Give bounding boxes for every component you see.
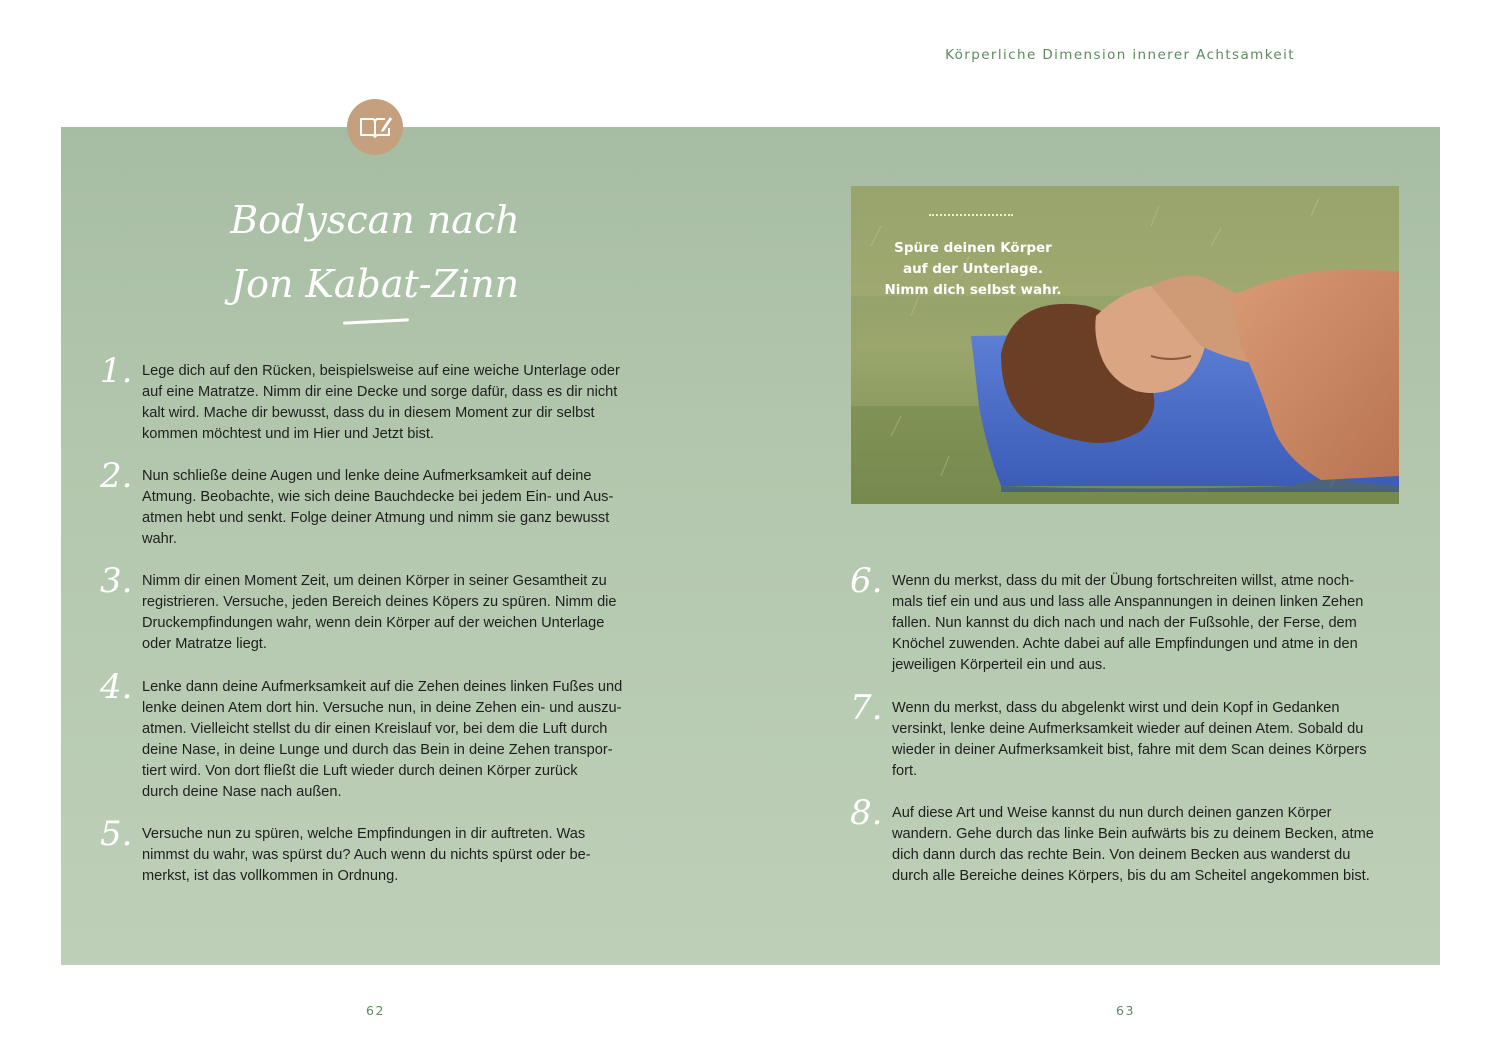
step-number: 7. — [850, 688, 883, 728]
step-line: durch alle Bereiche deines Körpers, bis du am Scheitel angekommen bist. — [892, 868, 1370, 884]
step-number: 3. — [100, 561, 133, 601]
step-line: Wenn du merkst, dass du abgelenkt wirst und dein Kopf in Gedanken — [892, 700, 1340, 716]
step-text — [142, 571, 662, 655]
torn-paper-edge — [61, 930, 1440, 980]
step-text — [892, 803, 1412, 887]
photo-illustration — [851, 186, 1399, 504]
step-1 — [100, 351, 662, 445]
step-number: 6. — [850, 561, 883, 601]
running-header: Körperliche Dimension innerer Achtsamkeit — [945, 47, 1295, 63]
page-title — [200, 188, 550, 316]
step-2 — [100, 456, 662, 550]
photo-caption — [851, 238, 1095, 301]
step-line: Atmung. Beobachte, wie sich deine Bauchdecke bei jedem Ein- und Aus- — [142, 489, 614, 505]
step-text — [892, 698, 1412, 782]
step-line: oder Matratze liegt. — [142, 636, 267, 652]
step-line: Nun schließe deine Augen und lenke deine Aufmerksamkeit auf deine — [142, 468, 592, 484]
step-line: kalt wird. Mache dir bewusst, dass du in diesem Moment zur dir selbst — [142, 405, 595, 421]
step-number: 8. — [850, 793, 883, 833]
step-line: Lenke dann deine Aufmerksamkeit auf die Zehen deines linken Fußes und — [142, 679, 623, 695]
step-line: atmen. Vielleicht stellst du dir einen Kreislauf vor, bei dem die Luft durch — [142, 721, 608, 737]
step-line: fort. — [892, 763, 918, 779]
title-line-1: Bodyscan nach — [230, 198, 520, 242]
woman-lying-on-mat-photo — [851, 186, 1399, 504]
step-line: nimmst du wahr, was spürst du? Auch wenn du nichts spürst oder be- — [142, 847, 591, 863]
step-5 — [100, 814, 662, 887]
step-text — [142, 824, 662, 887]
step-number: 5. — [100, 814, 133, 854]
step-line: Nimm dir einen Moment Zeit, um deinen Körper in seiner Gesamtheit zu — [142, 573, 607, 589]
step-7 — [850, 688, 1412, 782]
step-line: Wenn du merkst, dass du mit der Übung fortschreiten willst, atme noch- — [892, 573, 1355, 589]
caption-dotted-rule — [929, 214, 1013, 216]
page-number-left: 62 — [366, 1003, 385, 1018]
caption-line: Nimm dich selbst wahr. — [884, 282, 1062, 298]
step-line: fallen. Nun kannst du dich nach und nach der Fußsohle, der Ferse, dem — [892, 615, 1357, 631]
step-line: atmen hebt und senkt. Folge deiner Atmung und nimm sie ganz bewusst — [142, 510, 610, 526]
step-number: 2. — [100, 456, 133, 496]
step-text — [142, 677, 662, 803]
step-text — [142, 361, 662, 445]
step-line: wandern. Gehe durch das linke Bein aufwärts bis zu deinem Becken, atme — [892, 826, 1374, 842]
step-line: durch deine Nase nach außen. — [142, 784, 342, 800]
step-line: Knöchel zuwenden. Achte dabei auf alle Empfindungen und atme in den — [892, 636, 1358, 652]
step-8 — [850, 793, 1412, 887]
step-line: mals tief ein und aus und lass alle Anspannungen in deinen linken Zehen — [892, 594, 1364, 610]
step-line: Auf diese Art und Weise kannst du nun durch deinen ganzen Körper — [892, 805, 1332, 821]
step-text — [142, 466, 662, 550]
step-line: Druckempfindungen wahr, wenn dein Körper auf der weichen Unterlage — [142, 615, 605, 631]
step-line: kommen möchtest und im Hier und Jetzt bist. — [142, 426, 434, 442]
book-pencil-icon — [347, 99, 403, 155]
caption-line: Spüre deinen Körper — [894, 240, 1052, 256]
step-number: 4. — [100, 667, 133, 707]
step-6 — [850, 561, 1412, 676]
page-number-right: 63 — [1116, 1003, 1135, 1018]
step-line: auf eine Matratze. Nimm dir eine Decke und sorge dafür, dass es dir nicht — [142, 384, 618, 400]
step-line: wieder in deiner Aufmerksamkeit bist, fahre mit dem Scan deines Körpers — [892, 742, 1367, 758]
step-line: lenke deinen Atem dort hin. Versuche nun, in deine Zehen ein- und auszu- — [142, 700, 622, 716]
step-number: 1. — [100, 351, 133, 391]
step-4 — [100, 667, 662, 803]
step-line: registrieren. Versuche, jeden Bereich deines Köpers zu spüren. Nimm die — [142, 594, 617, 610]
step-line: dich dann durch das rechte Bein. Von deinem Becken aus wanderst du — [892, 847, 1351, 863]
caption-line: auf der Unterlage. — [903, 261, 1043, 277]
step-3 — [100, 561, 662, 655]
step-line: tiert wird. Von dort fließt die Luft wieder durch deinen Körper zurück — [142, 763, 578, 779]
step-line: Versuche nun zu spüren, welche Empfindungen in dir auftreten. Was — [142, 826, 586, 842]
step-line: versinkt, lenke deine Aufmerksamkeit wieder auf deinen Atem. Sobald du — [892, 721, 1364, 737]
step-line: Lege dich auf den Rücken, beispielsweise auf eine weiche Unterlage oder — [142, 363, 620, 379]
step-line: merkst, ist das vollkommen in Ordnung. — [142, 868, 399, 884]
step-line: jeweiligen Körperteil ein und aus. — [892, 657, 1107, 673]
step-line: deine Nase, in deine Lunge und durch das Bein in deine Zehen transpor- — [142, 742, 613, 758]
title-line-2: Jon Kabat-Zinn — [230, 262, 520, 306]
step-text — [892, 571, 1412, 676]
step-line: wahr. — [142, 531, 177, 547]
